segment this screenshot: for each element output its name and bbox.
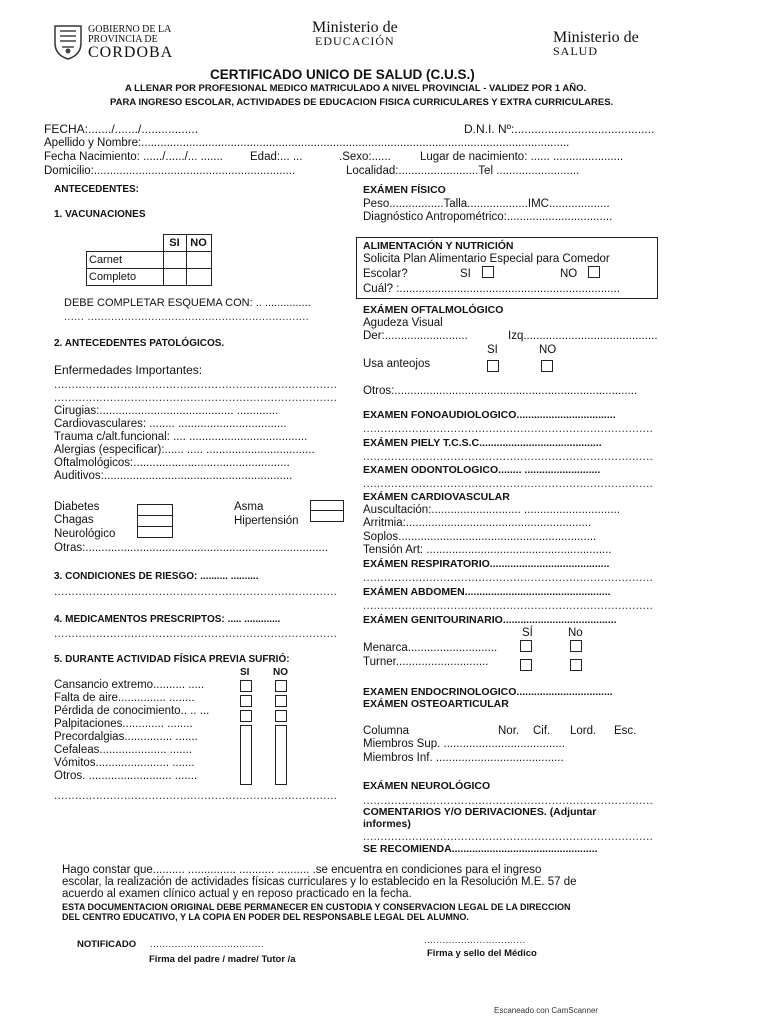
esc-label[interactable]: Esc. [614,725,637,737]
auscultacion-field[interactable]: Auscultación:............................ .............................. [363,504,620,516]
ministry-salud-area: SALUD [553,44,599,58]
recomienda-field[interactable]: SE RECOMIENDA.................................................. [363,843,598,855]
odonto-line[interactable]: ................................................................................... [363,478,654,490]
neurologico-label: Neurológico [54,528,116,540]
sintoma-perdida-conocimiento: Pérdida de conocimiento.. .. ... [54,705,210,717]
piel-line[interactable]: ................................................................................... [363,451,654,463]
odontologico-field[interactable]: EXAMEN ODONTOLOGICO........ .......................... [363,464,601,476]
subtitle-validity: A LLENAR POR PROFESIONAL MEDICO MATRICULADO A NIVEL PROVINCIAL - VALIDEZ POR 1 AÑO. [125,83,587,94]
comentarios-line[interactable]: ................................................................................... [363,831,654,843]
turner-si-checkbox[interactable] [520,659,532,671]
anteojos-si-checkbox[interactable] [487,360,499,372]
riesgo-line[interactable]: ................................................................................. [54,586,338,598]
resp-line[interactable]: ................................................................................... [363,572,654,584]
der-field[interactable]: Der:.......................... [363,330,468,342]
constancia-line-1: Hago constar que.......... ............... ........... .......... .se encuentra en condiciones para el ingreso [62,864,542,876]
sintoma-cansancio: Cansancio extremo.......... ..... [54,679,205,691]
firma-medico-label: Firma y sello del Médico [427,948,537,959]
enfermedades-label: Enfermedades Importantes: [54,363,203,377]
constancia-line-2: escolar, la realización de actividades físicas curriculares y lo establecido en la Resolución M.E. 57 de [62,876,577,888]
sintoma-otros: Otros. .......................... ....... [54,770,198,782]
osteoarticular-heading: EXÁMEN OSTEOARTICULAR [363,698,509,710]
subtitle-purpose: PARA INGRESO ESCOLAR, ACTIVIDADES DE EDUCACION FISICA CURRICULARES Y EXTRA CURRICULARES. [110,97,614,108]
respiratorio-field[interactable]: EXÁMEN RESPIRATORIO......................................... [363,558,610,570]
vac-completo-label: Completo [87,268,164,285]
actividad-otros-line[interactable]: ................................................................................. [54,790,338,802]
cirugias-field[interactable]: Cirugias:.......................................... ............. [54,405,279,417]
auditivos-field[interactable]: Auditivos:........................................................... [54,470,293,482]
firma-padre-label: Firma del padre / madre/ Tutor /a [149,954,296,965]
fono-line[interactable]: ................................................................................... [363,423,654,435]
trauma-field[interactable]: Trauma c/alt.funcional: .... ..................................... [54,431,308,443]
patologicos-heading: 2. ANTECEDENTES PATOLÓGICOS. [54,338,225,349]
custodia-line-2: DEL CENTRO EDUCATIVO, Y LA COPIA EN PODER DEL RESPONSABLE LEGAL DEL ALUMNO. [62,912,469,922]
ministry-salud-name: Ministerio de [553,29,639,46]
escolar-si-label: SI [460,268,471,280]
actividad-si-checkboxes[interactable] [240,680,252,785]
hipertension-label: Hipertensión [234,515,299,527]
vac-carnet-no[interactable] [186,251,211,268]
neuro-line[interactable]: ................................................................................... [363,795,654,807]
alergias-field[interactable]: Alergias (especificar):...... ..... .................................. [54,444,315,456]
vacunaciones-table [86,234,212,286]
columna-label: Columna [363,725,410,737]
actividad-no-checkboxes[interactable] [275,680,287,785]
otras-field[interactable]: Otras:............................................................................ [54,542,329,554]
abd-line[interactable]: ................................................................................... [363,600,654,612]
page-title: CERTIFICADO UNICO DE SALUD (C.U.S.) [210,67,475,82]
miembros-inf-field[interactable]: Miembros Inf. ........................................ [363,752,564,764]
medicamentos-field[interactable]: 4. MEDICAMENTOS PRESCRIPTOS: ..... ............. [54,614,281,625]
sintoma-cefaleas: Cefaleas..................... ....... [54,744,193,756]
scanner-watermark: Escaneado con CamScanner [494,1006,599,1015]
sintoma-falta-aire: Falta de aire............... ........ [54,692,195,704]
gov-line2: PROVINCIA DE [88,34,158,45]
endocrinologico-field[interactable]: EXAMEN ENDOCRINOLOGICO................................. [363,686,613,698]
arritmia-field[interactable]: Arritmia:.......................................................... [363,517,592,529]
dni-field[interactable]: D.N.I. Nº:.......................................... [464,122,655,136]
oftalmologicos-field[interactable]: Oftalmológicos:................................................. [54,457,290,469]
sintoma-palpitaciones: Palpitaciones............. ........ [54,718,193,730]
izq-field[interactable]: Izq.......................................... [508,330,658,342]
chagas-label: Chagas [54,514,94,526]
actividad-heading: 5. DURANTE ACTIVIDAD FÍSICA PREVIA SUFRIÓ: [54,654,290,665]
turner-no-checkbox[interactable] [570,659,582,671]
neurologico-heading: EXÁMEN NEUROLÓGICO [363,780,491,792]
tension-field[interactable]: Tensión Art: .......................................................... [363,544,612,556]
cardiovasculares-field[interactable]: Cardiovasculares: ........ .................................. [54,418,287,430]
vacunaciones-heading: 1. VACUNACIONES [54,209,146,220]
cardiovascular-heading: EXÁMEN CARDIOVASCULAR [363,491,510,503]
enfermedades-line-2[interactable]: ................................................................................. [54,392,338,404]
menarca-si-checkbox[interactable] [520,640,532,652]
localidad-tel-field[interactable]: Localidad:.........................Tel .......................... [346,165,580,177]
antecedentes-heading: ANTECEDENTES: [54,184,140,195]
notificado-label: NOTIFICADO [77,939,137,950]
turner-field: Turner............................. [363,656,489,668]
edad-field[interactable]: Edad:... ... [250,151,303,163]
lord-label[interactable]: Lord. [570,725,597,737]
firma-padre-line[interactable]: ..................................... [150,939,264,950]
escolar-no-checkbox[interactable] [588,266,600,278]
menarca-no-checkbox[interactable] [570,640,582,652]
ministry-edu-area: EDUCACIÓN [315,34,395,48]
genito-si-header: SÍ [522,627,533,639]
anteojos-si-header: SI [487,344,498,356]
ministry-edu-name: Ministerio de [312,19,398,36]
actividad-no-header: NO [273,667,288,678]
solicita-plan-label: Solicita Plan Alimentario Especial para Comedor [363,253,610,265]
riesgo-field[interactable]: 3. CONDICIONES DE RIESGO: .......... .......... [54,571,259,582]
debe-completar-field[interactable]: DEBE COMPLETAR ESQUEMA CON: .. ............... [64,297,311,309]
enfermedades-line-1[interactable]: ................................................................................. [54,379,338,391]
genito-no-header: No [568,627,583,639]
oftalmo-otros-field[interactable]: Otros:............................................................................ [363,385,638,397]
asma-hipertension-box[interactable] [310,500,344,522]
oftalmologico-heading: EXÁMEN OFTALMOLÓGICO [363,304,504,316]
sintoma-vomitos: Vómitos....................... ....... [54,757,195,769]
menarca-field: Menarca............................ [363,642,498,654]
alimentacion-heading: ALIMENTACIÓN Y NUTRICIÓN [363,240,514,252]
cual-field[interactable]: Cuál? :..................................................................... [363,283,620,295]
peso-talla-imc-field[interactable]: Peso.................Talla...................IMC................... [363,198,610,210]
gov-line3: CORDOBA [88,44,174,61]
anteojos-label: Usa anteojos [363,358,431,370]
sexo-field[interactable]: .Sexo:...... [339,151,391,163]
diabetes-label: Diabetes [54,501,100,513]
asma-label: Asma [234,501,264,513]
comentarios-heading: COMENTARIOS Y/O DERIVACIONES. (Adjuntar [363,806,597,818]
vac-si-header: SI [163,235,186,252]
vac-carnet-label: Carnet [87,251,164,268]
cordoba-seal-icon [52,23,84,61]
diagnostico-field[interactable]: Diagnóstico Antropométrico:................................. [363,211,613,223]
diabetes-chagas-neuro-box[interactable] [137,504,173,538]
sintoma-precordalgias: Precordalgias............... ....... [54,731,198,743]
vac-no-header: NO [186,235,211,252]
soplos-field[interactable]: Soplos.............................................................. [363,531,597,543]
apellido-nombre-field[interactable]: Apellido y Nombre:...................................................................................................................................... [44,137,570,149]
fecha-nacimiento-field[interactable]: Fecha Nacimiento: ....../....../... ....... [44,151,223,163]
domicilio-field[interactable]: Domicilio:............................................................... [44,165,296,177]
custodia-line-1: ESTA DOCUMENTACION ORIGINAL DEBE PERMANECER EN CUSTODIA Y CONSERVACION LEGAL DE LA DIRECCION [62,902,571,912]
miembros-sup-field[interactable]: Miembros Sup. ...................................... [363,738,565,750]
anteojos-no-checkbox[interactable] [541,360,553,372]
debe-completar-line[interactable]: ...... .................................................................. [64,311,309,323]
agudeza-label: Agudeza Visual [363,317,443,329]
medicamentos-line[interactable]: ................................................................................. [54,628,338,640]
abdomen-field[interactable]: EXÁMEN ABDOMEN.................................................. [363,586,611,598]
vac-completo-no[interactable] [186,268,211,285]
lugar-nacimiento-field[interactable]: Lugar de nacimiento: ...... ...................... [420,151,624,163]
informes-label: informes) [363,818,411,830]
anteojos-no-header: NO [539,344,557,356]
examen-fisico-heading: EXÁMEN FÍSICO [363,184,446,196]
firma-medico-line[interactable]: ................................. [424,935,526,946]
escolar-no-label: NO [560,268,578,280]
constancia-line-3: acuerdo al examen clínico actual y en reposo practicado en la fecha. [62,888,412,900]
escolar-si-checkbox[interactable] [482,266,494,278]
fecha-field[interactable]: FECHA:......./......./................. [44,122,199,136]
nor-label[interactable]: Nor. [498,725,520,737]
cif-label[interactable]: Cif. [533,725,551,737]
piel-field[interactable]: EXÁMEN PIELY T.C.S.C.......................................... [363,437,602,449]
fonoaudiologico-field[interactable]: EXAMEN FONOAUDIOLOGICO.................................. [363,409,616,421]
vac-carnet-si[interactable] [163,251,186,268]
vac-completo-si[interactable] [163,268,186,285]
actividad-si-header: SI [240,667,250,678]
genitourinario-field[interactable]: EXÁMEN GENITOURINARIO....................................... [363,614,617,626]
gov-line1: GOBIERNO DE LA [88,24,172,35]
escolar-label: Escolar? [363,268,408,280]
